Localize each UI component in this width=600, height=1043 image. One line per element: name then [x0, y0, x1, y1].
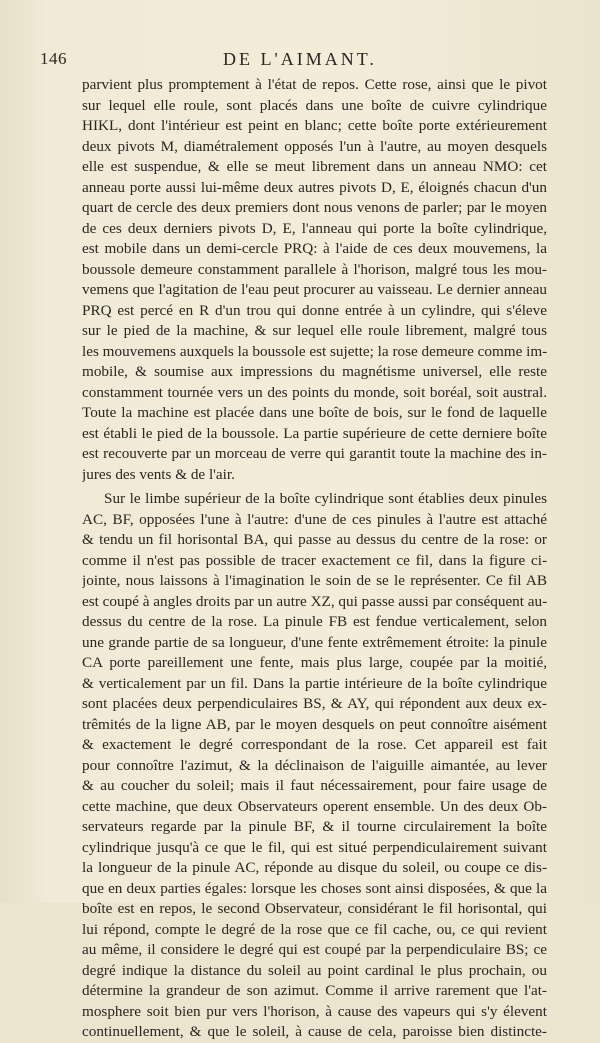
text-line: Sur le limbe supérieur de la boîte cylindrique sont établies deux pinules — [104, 490, 547, 507]
text-line: HIKL, dont l'intérieur est peint en blanc; cette boîte porte extérieurement — [82, 117, 547, 134]
text-line: servateurs regarde par la pinule BF, & il tourne circulairement la boîte — [82, 818, 547, 835]
text-line: une grande partie de sa longueur, d'une fente extrêmement étroite: la pinule — [82, 633, 547, 651]
text-line: dessus du centre de la rose. La pinule FB est fendue verticalement, selon — [82, 613, 547, 630]
text-line: la longueur de la pinule AC, réponde au disque du soleil, ou coupe ce dis- — [82, 859, 547, 876]
page-header — [40, 49, 560, 75]
text-line: sur le pied de la machine, & sur lequel elle roule librement, malgré tous — [82, 322, 547, 339]
text-line: trêmités de la ligne AB, par le moyen desquels on peut connoître aisément — [82, 715, 547, 733]
text-line: & verticalement par un fil. Dans la partie intérieure de la boîte cylindrique — [82, 674, 547, 692]
text-line: sont placées deux perpendiculaires BS, & AY, qui répondent aux deux ex- — [82, 695, 547, 712]
running-title: DE L'AIMANT. — [223, 49, 377, 69]
text-line: détermine la grandeur de son azimut. Comme il arrive rarement que l'at- — [82, 982, 547, 999]
text-line: boîte est en repos, le second Observateur, considérant le fil horisontal, qui — [82, 900, 547, 917]
text-line: sur lequel elle roule, sont placés dans une boîte de cuivre cylindrique — [82, 96, 547, 114]
text-line: pour connoître l'azimut, & la déclinaison de l'aiguille aimantée, au lever — [82, 756, 547, 774]
text-line: deux pivots M, diamétralement opposés l'un à l'autre, au moyen desquels — [82, 137, 547, 155]
page-number: 146 — [40, 49, 67, 68]
text-line: elle est suspendue, & elle se meut librement dans un anneau NMO: cet — [82, 158, 547, 175]
text-line: quart de cercle des deux premiers dont nous venons de parler; par le moyen — [82, 199, 547, 216]
text-line: est coupé à angles droits par un autre XZ, qui passe aussi par conséquent au- — [82, 592, 547, 610]
text-line: jointe, nous laissons à l'imagination le soin de se le représenter. Ce fil AB — [82, 572, 547, 589]
text-line: AC, BF, opposées l'une à l'autre: d'une de ces pinules à l'autre est attaché — [82, 510, 547, 528]
text-line: au même, il considere le degré qui est coupé par la perpendiculaire BS; ce — [82, 941, 547, 958]
text-line: mosphere soit bien pur vers l'horison, à cause des vapeurs qui s'y élevent — [82, 1002, 547, 1020]
text-line: mobile, & soumise aux impressions du magnétisme universel, elle reste — [82, 363, 547, 380]
text-line: boussole demeure constamment parallele à l'horison, malgré tous les mou- — [82, 260, 547, 278]
text-line: degré indique la distance du soleil au point cardinal le plus prochain, ou — [82, 961, 547, 979]
text-line: parvient plus promptement à l'état de repos. Cette rose, ainsi que le pivot — [82, 76, 547, 93]
text-line: CA porte pareillement une fente, mais plus large, coupée par la moitié, — [82, 654, 547, 671]
text-line: comme il n'est pas possible de tracer exactement ce fil, dans la figure ci- — [82, 551, 547, 569]
text-line: continuellement, & que le soleil, à cause de cela, paroisse bien distincte- — [82, 1023, 547, 1040]
text-line: & tendu un fil horisontal BA, qui passe au dessus du centre de la rose: or — [82, 531, 547, 548]
body-text — [82, 75, 547, 1043]
paragraph-1 — [82, 75, 547, 485]
text-line: PRQ est percé en R d'un trou qui donne entrée à un cylindre, qui s'éleve — [82, 301, 547, 319]
text-line: de ces deux derniers pivots D, E, l'anneau qui porte la boîte cylindrique, — [82, 219, 547, 237]
text-line: les mouvemens auxquels la boussole est sujette; la rose demeure comme im- — [82, 342, 547, 360]
text-line: & exactement le degré correspondant de la rose. Cet appareil est fait — [82, 736, 547, 753]
text-line: lui répond, compte le degré de la rose que ce fil cache, ou, ce qui revient — [82, 920, 547, 938]
text-line: cylindrique jusqu'à ce que le fil, qui est situé perpendiculairement suivant — [82, 838, 547, 856]
text-line: & au coucher du soleil; mais il faut nécessairement, pour faire usage de — [82, 777, 547, 794]
text-line: que en deux parties égales: lorsque les choses sont ainsi disposées, & que la — [82, 879, 547, 897]
text-line: constamment tournée vers un des points du monde, soit boréal, soit austral. — [82, 383, 547, 401]
text-line: Toute la machine est placée dans une boîte de bois, sur le fond de laquelle — [82, 404, 547, 421]
text-line: est établi le pied de la boussole. La partie supérieure de cette derniere boîte — [82, 424, 547, 442]
text-line: est mobile dans un demi-cercle PRQ: à l'aide de ces deux mouvemens, la — [82, 240, 547, 257]
text-line: anneau porte aussi lui-même deux autres pivots D, E, éloignés chacun d'un — [82, 178, 547, 196]
text-line: jures des vents & de l'air. — [82, 465, 235, 483]
text-line: vemens que l'agitation de l'eau peut procurer au vaisseau. Le dernier anneau — [82, 281, 547, 298]
text-line: est recouverte par un morceau de verre qui garantit toute la machine des in- — [82, 445, 547, 462]
paragraph-2 — [82, 489, 547, 1043]
text-line: cette machine, que deux Observateurs operent ensemble. Un des deux Ob- — [82, 797, 547, 815]
